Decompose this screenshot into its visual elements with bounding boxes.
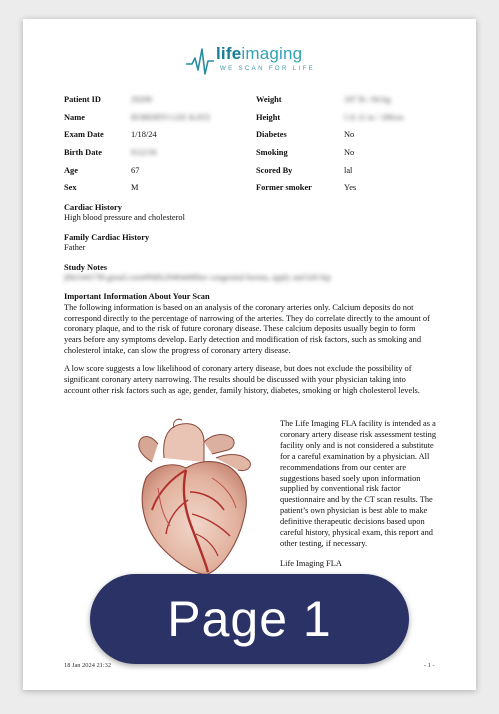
logo-tagline: WE SCAN FOR LIFE [220, 66, 316, 72]
info-row [64, 179, 210, 197]
info-label: Weight [256, 95, 282, 105]
info-label: Birth Date [64, 148, 102, 158]
info-label: Former smoker [256, 183, 312, 193]
important-info-heading: Important Information About Your Scan [64, 292, 210, 301]
info-label: Patient ID [64, 95, 101, 105]
info-label: Height [256, 112, 281, 122]
info-row [256, 144, 403, 162]
patient-name-value: ROBERTO LEE KATZ [131, 112, 211, 122]
info-row [256, 179, 403, 197]
important-info-paragraph-1: The following information is based on an analysis of the coronary arteries only. Calcium deposits do not correspond directly to the percentage of narrowing of the arteries. They do correlate directly to the amount of coronary plaque, and to the risk of future coronary disease. These calcium deposits usually begin to form years before any symptoms develop. Early detection and modification of risk factors, such as smoking and cholesterol intake, can slow the progress of coronary artery disease. [64, 302, 430, 355]
info-label: Smoking [256, 148, 288, 158]
patient-info-left [64, 91, 210, 197]
cardiac-history-text: High blood pressure and cholesterol [64, 213, 185, 223]
patient-info-right [256, 91, 403, 197]
footer-timestamp: 18 Jan 2024 21:32 [64, 662, 112, 669]
birth-date-value: 9/22/56 [131, 148, 157, 158]
info-label: Exam Date [64, 130, 104, 140]
important-info-section [64, 292, 432, 357]
patient-id-value: 20200 [131, 95, 152, 105]
info-row [256, 109, 403, 127]
info-label: Name [64, 112, 85, 122]
study-notes-section [64, 263, 434, 284]
scored-by-value: lal [344, 165, 353, 175]
height-value: 5 ft 11 in / 180cm [344, 112, 404, 122]
former-smoker-value: Yes [344, 183, 357, 193]
signature-text: Life Imaging FLA [280, 558, 342, 568]
page-badge: Page 1 [90, 574, 409, 664]
info-label: Sex [64, 183, 77, 193]
logo-wordmark: lifeimaging [216, 44, 303, 63]
family-history-text: Father [64, 243, 86, 253]
family-history-heading: Family Cardiac History [64, 233, 150, 242]
facility-disclaimer [280, 419, 444, 570]
exam-date-value: 1/18/24 [131, 130, 157, 140]
info-row [64, 144, 210, 162]
facility-disclaimer-text: The Life Imaging FLA facility is intended as a coronary artery disease risk assessment testing facility only and is not considered a substitute for a careful examination by a physician. All recommendations from our center are suggestions based soely upon information supplied by conventional risk factor questionnaire and by the CT scan results. The patient’s own physician is best able to make definitive therapeutic decisions based upon careful history, physical exam, this report and other testing, if necessary. [280, 419, 437, 548]
info-label: Scored By [256, 165, 293, 175]
info-label: Diabetes [256, 130, 287, 140]
info-row [256, 126, 403, 144]
important-info-paragraph-2: A low score suggests a low likelihood of coronary artery disease, but does not exclude the possibility of significant coronary artery narrowing. The results should be discussed with your physician taking into account other risk factors such as age, gender, family history, diabetes, smoking or high cholesterol levels. [64, 364, 420, 395]
weight-value: 187 lb / 84 kg [344, 95, 391, 105]
diabetes-value: No [344, 130, 355, 140]
sex-value: M [131, 183, 139, 193]
info-row [64, 91, 210, 109]
info-row [64, 109, 210, 127]
cardiac-history-section [64, 203, 185, 224]
study-notes-text: jf0e54417f8 gmail.com#f9dfs29464d4f6ee congenital hernia, apply and left hip [64, 273, 331, 283]
footer-page-number: - 1 - [424, 662, 435, 669]
life-imaging-logo [186, 44, 316, 80]
info-row [64, 126, 210, 144]
info-row [256, 161, 403, 179]
age-value: 67 [131, 165, 140, 175]
info-label: Age [64, 165, 78, 175]
family-history-section [64, 233, 149, 254]
heart-illustration [112, 418, 272, 578]
study-notes-heading: Study Notes [64, 263, 108, 272]
info-row [256, 91, 403, 109]
smoking-value: No [344, 148, 355, 158]
cardiac-history-heading: Cardiac History [64, 203, 122, 212]
info-row [64, 161, 210, 179]
heartbeat-icon [186, 46, 214, 76]
